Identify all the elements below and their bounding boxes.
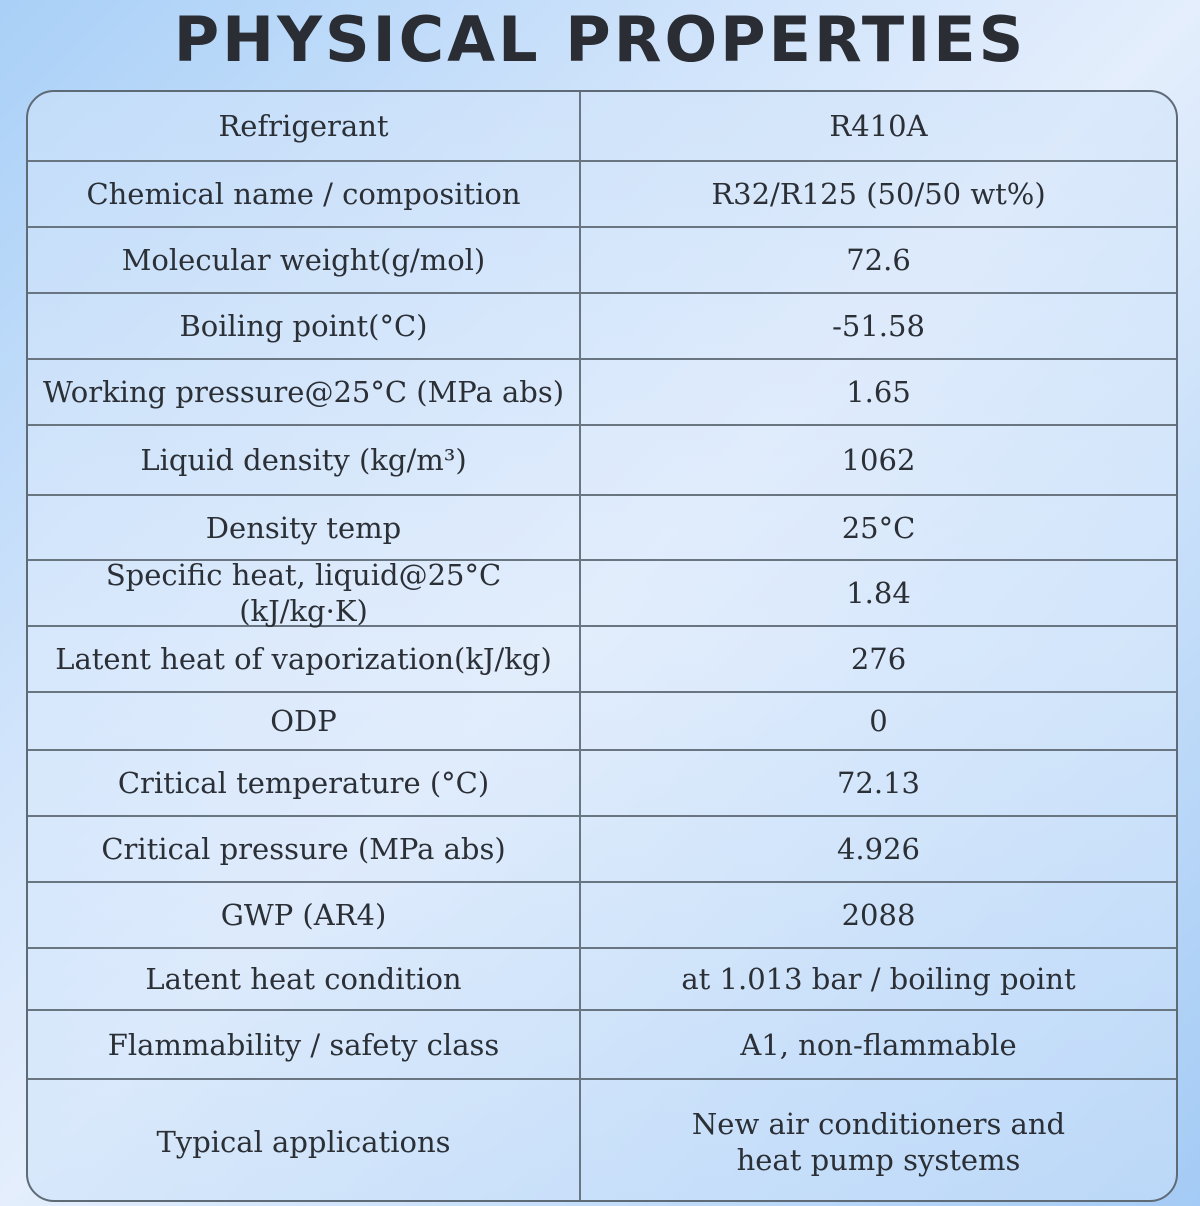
- table-row-flammability: [28, 1011, 1176, 1080]
- row-label: Latent heat condition: [28, 949, 581, 1009]
- row-value: R410A: [829, 109, 928, 143]
- row-value: A1, non-flammable: [740, 1027, 1017, 1062]
- page-title: PHYSICAL PROPERTIES: [173, 3, 1027, 76]
- row-label: Liquid density (kg/m³): [28, 426, 581, 494]
- row-value-line: New air conditioners and: [691, 1106, 1066, 1141]
- row-value-line: heat pump systems: [736, 1142, 1021, 1177]
- row-label: Boiling point(°C): [28, 294, 581, 358]
- properties-table: [26, 90, 1178, 1202]
- table-row-chemical-name: [28, 162, 1176, 228]
- row-value: 72.13: [836, 766, 921, 800]
- row-value: 25°C: [841, 510, 916, 545]
- row-label: Chemical name / composition: [28, 162, 581, 226]
- table-row-specific-heat: [28, 558, 1176, 628]
- table-row-boiling-point: [28, 294, 1176, 360]
- table-row-molecular-weight: [28, 228, 1176, 294]
- table-row-working-pressure: [28, 360, 1176, 426]
- row-value: 2088: [841, 898, 916, 932]
- row-label: ODP: [28, 693, 581, 749]
- table-row-critical-pressure: [28, 817, 1176, 883]
- row-value: -51.58: [832, 309, 925, 343]
- table-row-latent-heat-condition: [28, 949, 1176, 1011]
- row-value: 72.6: [846, 243, 911, 277]
- row-label: Critical pressure (MPa abs): [28, 817, 581, 881]
- row-label: Molecular weight(g/mol): [28, 228, 581, 292]
- row-value: at 1.013 bar / boiling point: [681, 962, 1076, 996]
- row-label: Refrigerant: [28, 92, 581, 160]
- row-label: Specific heat, liquid@25°C (kJ/kg·K): [28, 561, 581, 625]
- table-row-latent-heat: [28, 627, 1176, 693]
- table-row-typical-applications: [28, 1080, 1176, 1202]
- row-value: R32/R125 (50/50 wt%): [711, 177, 1046, 211]
- row-value: [581, 1080, 1176, 1202]
- row-label: Latent heat of vaporization(kJ/kg): [28, 627, 581, 691]
- row-label: Density temp: [28, 496, 581, 559]
- table-row-density-temp: [28, 496, 1176, 561]
- row-value: 4.926: [836, 832, 921, 866]
- row-label: Critical temperature (°C): [28, 751, 581, 815]
- row-value: 1.84: [846, 576, 911, 610]
- row-label: Typical applications: [28, 1080, 581, 1202]
- table-row-gwp: [28, 883, 1176, 949]
- table-row-refrigerant: [28, 92, 1176, 162]
- row-label: Flammability / safety class: [28, 1011, 581, 1078]
- table-row-liquid-density: [28, 426, 1176, 496]
- table-row-odp: [28, 693, 1176, 751]
- row-value: 1062: [841, 443, 916, 477]
- row-value: 1.65: [846, 375, 911, 409]
- row-label: GWP (AR4): [28, 883, 581, 947]
- row-value: 0: [869, 704, 888, 738]
- table-row-critical-temperature: [28, 751, 1176, 817]
- row-value: 276: [850, 642, 907, 676]
- row-label: Working pressure@25°C (MPa abs): [28, 360, 581, 424]
